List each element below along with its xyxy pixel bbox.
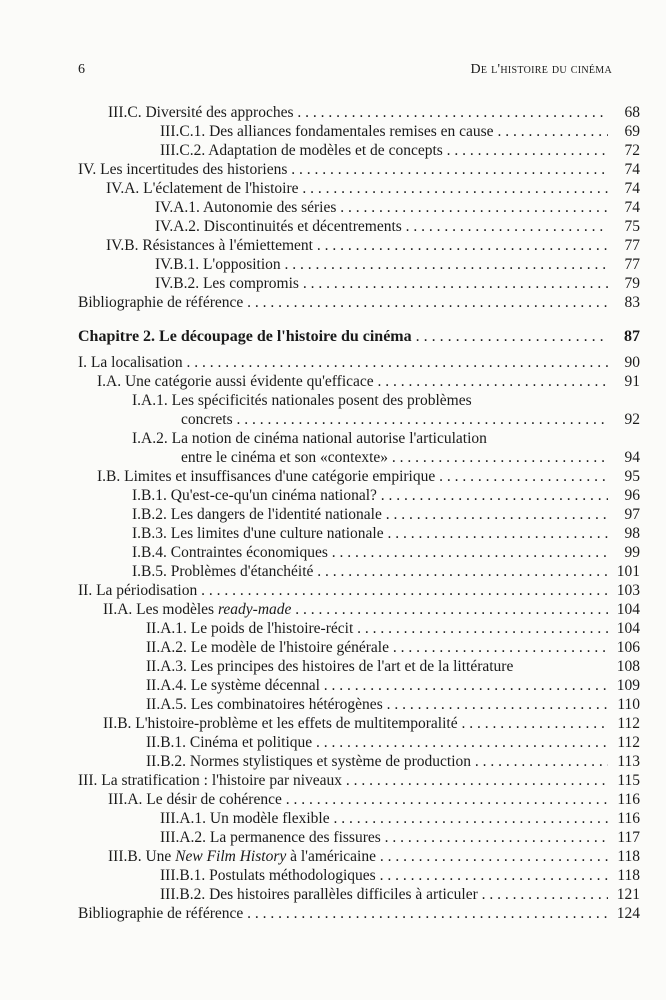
toc-entry-page: 116 — [617, 810, 640, 827]
toc-entry-title: II.A.4. Le système décennal . . . — [146, 676, 608, 695]
toc-entry — [0, 293, 666, 312]
toc-entry-title: Bibliographie de référence . . . — [78, 904, 608, 923]
toc-entry — [0, 486, 666, 505]
toc-entry-title: IV.A.1. Autonomie des séries . . . — [155, 198, 608, 217]
toc-entry-title: III.C.2. Adaptation de modèles et de concepts . . . — [160, 141, 608, 160]
toc-entry-title: IV. Les incertitudes des historiens . . . — [78, 160, 608, 179]
toc-entry-page: 77 — [624, 256, 640, 273]
toc-entry — [0, 217, 666, 236]
toc-entry-title: II.A.1. Le poids de l'histoire-récit . . . — [146, 619, 608, 638]
toc-entry-page: 98 — [624, 525, 640, 542]
toc-entry — [0, 122, 666, 141]
toc-entry-title: I. La localisation . . . — [78, 353, 608, 372]
toc-entry — [0, 160, 666, 179]
toc-entry-title: II.A.3. Les principes des histoires de l'art et de la littérature — [146, 658, 514, 675]
toc-entry-page: 94 — [624, 449, 640, 466]
toc-entry — [0, 657, 666, 676]
toc-entry-title: III.A.1. Un modèle flexible . . . — [160, 809, 608, 828]
toc-entry — [0, 524, 666, 543]
toc-entry-continuation: concrets . . . — [181, 410, 608, 429]
toc-entry-page: 74 — [624, 199, 640, 216]
toc-entry — [0, 327, 666, 346]
toc-entry-page: 104 — [616, 601, 640, 618]
toc-entry-title: I.B.3. Les limites d'une culture nationale . . . — [132, 524, 608, 543]
toc-entry — [0, 581, 666, 600]
toc-entry-title: I.B. Limites et insuffisances d'une catégorie empirique . . . — [97, 467, 608, 486]
toc-entry — [0, 752, 666, 771]
toc-entry-page: 109 — [616, 677, 640, 694]
toc-entry-title: II.B.2. Normes stylistiques et système de production . . . — [146, 752, 608, 771]
toc-entry-page: 112 — [617, 734, 640, 751]
toc-entry-page: 95 — [624, 468, 640, 485]
toc-entry-title: III.B. Une New Film History à l'américaine . . . — [108, 847, 608, 866]
toc-entry-title: I.A. Une catégorie aussi évidente qu'efficace . . . — [97, 372, 608, 391]
toc-entry-page: 115 — [617, 772, 640, 789]
toc-entry-page: 106 — [616, 639, 640, 656]
toc-entry-title: III.B.2. Des histoires parallèles difficiles à articuler . . . — [160, 885, 608, 904]
toc-entry — [0, 695, 666, 714]
toc-entry-page: 75 — [624, 218, 640, 235]
toc-entry-page: 118 — [617, 848, 640, 865]
toc-entry — [0, 179, 666, 198]
toc-entry — [0, 103, 666, 122]
toc-entry-title: II.A.2. Le modèle de l'histoire générale . . . — [146, 638, 608, 657]
toc-entry-page: 112 — [617, 715, 640, 732]
toc-entry — [0, 676, 666, 695]
toc-entry-title: II.A. Les modèles ready-made . . . — [103, 600, 608, 619]
toc-entry-title: I.B.4. Contraintes économiques . . . — [132, 543, 608, 562]
toc-entry — [0, 562, 666, 581]
toc-entry-page: 74 — [624, 161, 640, 178]
toc-entry — [0, 790, 666, 809]
toc-entry — [0, 847, 666, 866]
toc-entry-title: III.A.2. La permanence des fissures . . . — [160, 828, 608, 847]
toc-entry — [0, 543, 666, 562]
toc-entry-page: 69 — [624, 123, 640, 140]
toc-entry-title: III.B.1. Postulats méthodologiques . . . — [160, 866, 608, 885]
toc-entry-title: II.B.1. Cinéma et politique . . . — [146, 733, 608, 752]
toc-entry-title: II.B. L'histoire-problème et les effets de multitemporalité . . . — [103, 714, 608, 733]
toc-entry-title: IV.A. L'éclatement de l'histoire . . . — [106, 179, 608, 198]
toc-entry-page: 79 — [624, 275, 640, 292]
toc-entry-title: IV.A.2. Discontinuités et décentrements . . . — [155, 217, 608, 236]
toc-entry — [0, 828, 666, 847]
toc-entry-title: I.B.1. Qu'est-ce-qu'un cinéma national? . . . — [132, 486, 608, 505]
toc-entry — [0, 141, 666, 160]
toc-entry — [0, 236, 666, 255]
toc-entry-page: 87 — [624, 328, 640, 345]
toc-entry-page: 97 — [624, 506, 640, 523]
toc-entry-page: 72 — [624, 142, 640, 159]
page-number: 6 — [78, 62, 85, 77]
toc-entry — [0, 866, 666, 885]
toc-entry-page: 91 — [624, 373, 640, 390]
toc-entry-title: II. La périodisation . . . — [78, 581, 608, 600]
toc-entry — [0, 619, 666, 638]
toc-entry-title: III.C.1. Des alliances fondamentales remises en cause . . . — [160, 122, 608, 141]
page-header — [78, 62, 612, 82]
toc-entry-title: III. La stratification : l'histoire par niveaux . . . — [78, 771, 608, 790]
running-title: De l'histoire du cinéma — [470, 62, 612, 77]
toc-entry-title: I.A.2. La notion de cinéma national autorise l'articulation — [132, 430, 487, 447]
toc-entry-page: 96 — [624, 487, 640, 504]
toc-entry-page: 90 — [624, 354, 640, 371]
toc-entry — [0, 733, 666, 752]
toc-entry-page: 68 — [624, 104, 640, 121]
toc-entry — [0, 467, 666, 486]
toc-entry-title: I.A.1. Les spécificités nationales posent des problèmes — [132, 392, 472, 409]
toc-entry-title: I.B.2. Les dangers de l'identité nationale . . . — [132, 505, 608, 524]
toc-entry-page: 77 — [624, 237, 640, 254]
toc-entry — [0, 600, 666, 619]
toc-entry-title: II.A.5. Les combinatoires hétérogènes . . . — [146, 695, 608, 714]
toc-entry-page: 74 — [624, 180, 640, 197]
toc-entry-page: 117 — [617, 829, 640, 846]
toc-entry — [0, 505, 666, 524]
toc-entry — [0, 274, 666, 293]
toc-entry-title: IV.B. Résistances à l'émiettement . . . — [106, 236, 608, 255]
toc-entry-page: 121 — [616, 886, 640, 903]
toc-entry-page: 101 — [616, 563, 640, 580]
toc-entry-title: IV.B.1. L'opposition . . . — [155, 255, 608, 274]
toc-entry-page: 124 — [616, 905, 640, 922]
toc-entry — [0, 372, 666, 391]
toc-entry-page: 92 — [624, 411, 640, 428]
toc-entry-page: 104 — [616, 620, 640, 637]
toc-entry-continuation: entre le cinéma et son «contexte» . . . — [181, 448, 608, 467]
toc-entry — [0, 391, 666, 429]
toc-entry — [0, 353, 666, 372]
toc-entry — [0, 809, 666, 828]
toc-entry-page: 118 — [617, 867, 640, 884]
toc-entry — [0, 638, 666, 657]
toc-entry-page: 110 — [617, 696, 640, 713]
toc-entry-page: 113 — [617, 753, 640, 770]
toc-entry-title: Chapitre 2. Le découpage de l'histoire du cinéma . . . — [78, 327, 608, 346]
toc-entry-page: 99 — [624, 544, 640, 561]
toc-entry-title: I.B.5. Problèmes d'étanchéité . . . — [132, 562, 608, 581]
toc-entry — [0, 714, 666, 733]
toc-entry-page: 116 — [617, 791, 640, 808]
toc-entry — [0, 198, 666, 217]
toc-entry — [0, 885, 666, 904]
toc-entry-page: 83 — [624, 294, 640, 311]
toc-entry — [0, 429, 666, 467]
toc-entry-title: IV.B.2. Les compromis . . . — [155, 274, 608, 293]
toc-entry-page: 103 — [616, 582, 640, 599]
toc-entry — [0, 904, 666, 923]
toc-entry-title: Bibliographie de référence . . . — [78, 293, 608, 312]
toc-entry-page: 108 — [616, 658, 640, 675]
toc-entry-title: III.A. Le désir de cohérence . . . — [108, 790, 608, 809]
toc-entry — [0, 771, 666, 790]
toc-entry-title: III.C. Diversité des approches . . . — [108, 103, 608, 122]
toc-entry — [0, 255, 666, 274]
